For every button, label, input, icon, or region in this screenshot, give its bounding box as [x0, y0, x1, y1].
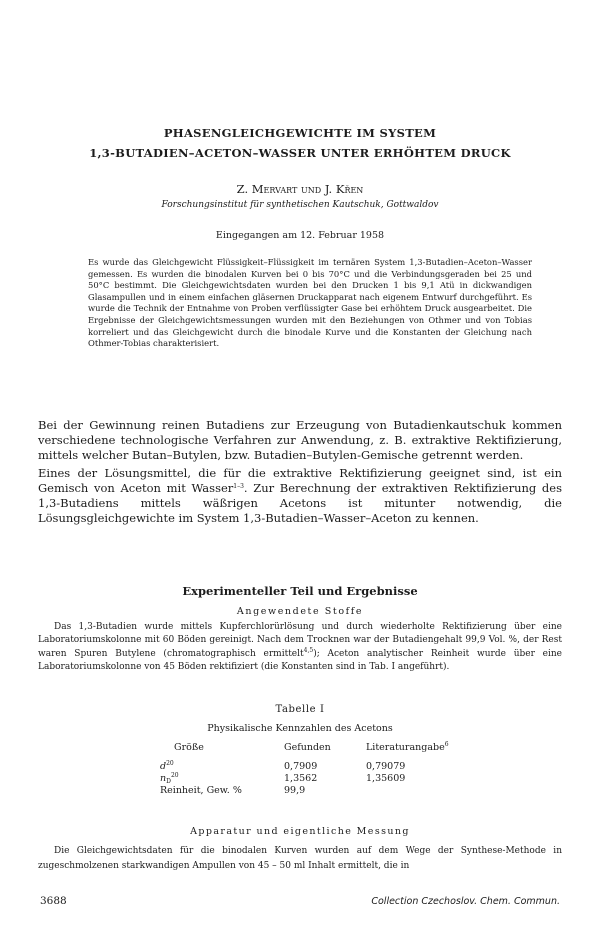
section-heading: Experimenteller Teil und Ergebnisse — [182, 584, 418, 598]
materials-text-b: ); Aceton analytischer Reinheit wurde über eine Laboratoriumskolonne von 45 Böden rektifiziert (die Konstanten sind in Tab. I angeführt). — [38, 648, 562, 673]
header-found: Gefunden — [284, 742, 331, 753]
intro-paragraph-2 — [38, 466, 562, 527]
found-value: 1,3562 — [284, 773, 318, 784]
reference-marker: 4,5 — [303, 646, 314, 654]
reference-marker: 6 — [444, 741, 449, 748]
found-value: 0,7909 — [284, 761, 318, 772]
intro-p2-text-b: . Zur Berechnung der extraktiven Rektifizierung des 1,3-Butadiens mittels wäßrigen Acetons ist mitunter notwendig, die Lösungsgleichgewichte im System 1,3-Butadien–Wasser–Aceton zu kennen. — [38, 480, 562, 526]
header-literature-text: Literaturangabe — [366, 742, 445, 753]
header-literature — [366, 742, 476, 761]
literature-value: 0,79079 — [366, 761, 406, 772]
page-number: 3688 — [40, 895, 67, 907]
header-quantity: Größe — [174, 742, 204, 753]
row-label: Reinheit, Gew. % — [160, 785, 242, 796]
literature-value — [366, 785, 476, 797]
table-title: Tabelle I — [275, 704, 325, 715]
journal-name: Collection Czechoslov. Chem. Commun. — [371, 896, 560, 907]
subscript: D — [166, 778, 171, 785]
table-header-row — [160, 742, 476, 761]
institute: Forschungsinstitut für synthetischen Kautschuk, Gottwaldov — [161, 200, 439, 210]
paper-title-line-2: 1,3-BUTADIEN–ACETON–WASSER UNTER ERHÖHTEM DRUCK — [89, 146, 511, 160]
subsection-heading: Angewendete Stoffe — [236, 606, 364, 617]
literature-value: 1,35609 — [366, 773, 406, 784]
symbol: n — [160, 773, 167, 784]
found-value: 99,9 — [284, 785, 306, 796]
abstract: Es wurde das Gleichgewicht Flüssigkeit–Flüssigkeit im ternären System 1,3-Butadien–Aceton–Wasser gemessen. Es wurden die binodalen Kurven bei 0 bis 70°C und die Verbindungsgeraden bei 25 und 50°C bestimmt. Die Gleichgewichtsdaten wurden bei den Drucken 1 bis 9,1 Atü in dickwandigen Glasampullen und in einem einfachen gläsernen Druckapparat nach eigenem Entwurf durchgeführt. Es wurde die Technik der Entnahme von Proben verflüssigter Gase bei erhöhtem Druck ausgearbeitet. Die Ergebnisse der Gleichgewichtsmessungen wurden mit den Beziehungen von Othmer und von Tobias korreliert und das Gleichgewicht durch die binodale Kurve und die Konstanten der Gleichung nach Othmer-Tobias charakterisiert. — [88, 257, 532, 349]
row-label — [160, 773, 284, 785]
reference-marker: 1–3 — [233, 482, 244, 490]
table-row — [160, 761, 476, 773]
superscript: 20 — [170, 772, 179, 779]
paper-title-line-1: PHASENGLEICHGEWICHTE IM SYSTEM — [163, 126, 437, 140]
superscript: 20 — [166, 760, 174, 767]
table-row — [160, 785, 476, 797]
intro-p2-text-a: Eines der Lösungsmittel, die für die extraktive Rektifizierung geeignet sind, ist ein Gemisch von Aceton mit Wasser — [38, 465, 562, 495]
symbol: d — [160, 761, 167, 772]
apparatus-heading: Apparatur und eigentliche Messung — [190, 826, 410, 837]
materials-paragraph — [38, 621, 562, 675]
received-date: Eingegangen am 12. Februar 1958 — [215, 230, 385, 241]
intro-paragraph-1: Bei der Gewinnung reinen Butadiens zur Erzeugung von Butadienkautschuk kommen verschiedene technologische Verfahren zur Anwendung, z. B. extraktive Rektifizierung, mittels welcher Butan–Butylen, bzw. Butadien–Butylen-Gemische getrennt werden. — [38, 418, 562, 463]
authors: Z. Mervart und J. Křen — [236, 182, 364, 196]
properties-table — [160, 742, 476, 797]
table-subtitle: Physikalische Kennzahlen des Acetons — [207, 723, 393, 734]
table-row — [160, 773, 476, 785]
apparatus-paragraph: Die Gleichgewichtsdaten für die binodalen Kurven wurden auf dem Wege der Synthese-Methode in zugeschmolzenen starkwandigen Ampullen von 45 – 50 ml Inhalt ermittelt, die in — [38, 846, 562, 871]
materials-text-a: Das 1,3-Butadien wurde mittels Kupferchlorürlösung und durch wiederholte Rektifizierung über eine Laboratoriumskolonne mit 60 Böden gereinigt. Nach dem Trocknen war der Butadiengehalt 99,9 Vol. %, der Rest waren Spuren Butylene (chromatographisch ermittelt — [38, 622, 562, 659]
introduction — [38, 418, 562, 526]
